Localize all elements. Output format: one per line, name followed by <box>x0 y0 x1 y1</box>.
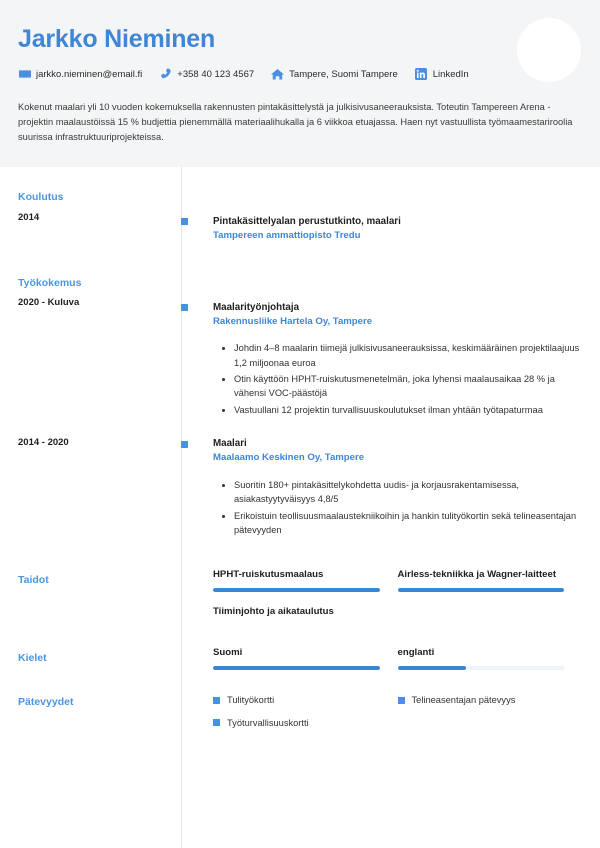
language-label-0: Suomi <box>213 647 243 659</box>
language-bar-fill-0 <box>213 666 380 670</box>
certification-item-0 <box>213 694 398 707</box>
section-title-experience: Työkokemus <box>18 276 82 289</box>
skill-label-2: Tiiminjohto ja aikataulutus <box>213 606 334 618</box>
skills-left-col <box>18 569 181 633</box>
language-bar-0 <box>213 666 380 670</box>
contact-phone[interactable] <box>159 68 254 81</box>
experience-left-col-1 <box>18 437 181 539</box>
section-experience-2 <box>0 437 600 539</box>
timeline-marker <box>181 441 188 448</box>
resume-body <box>0 167 600 739</box>
list-item: Otin käyttöön HPHT-ruiskutusmenetelmän, joka lyhensi maalausaikaa 28 % ja vähensi VOC-päästöjä <box>234 372 582 401</box>
contact-location-text: Tampere, Suomi Tampere <box>289 68 398 80</box>
education-school-0: Tampereen ammattiopisto Tredu <box>213 230 361 242</box>
certification-label-0: Tulityökortti <box>227 695 275 706</box>
avatar <box>517 18 581 82</box>
education-date-0: 2014 <box>18 211 40 223</box>
contact-linkedin[interactable] <box>415 68 469 81</box>
certification-label-2: Työturvallisuuskortti <box>227 717 309 728</box>
skill-label-0: HPHT-ruiskutusmaalaus <box>213 569 324 581</box>
languages-grid <box>213 647 582 684</box>
section-experience <box>0 277 600 420</box>
skills-right-col <box>181 569 582 633</box>
envelope-icon <box>18 68 31 81</box>
languages-left-col <box>18 647 181 684</box>
certifications-right-col <box>181 694 582 739</box>
experience-date-0: 2020 - Kuluva <box>18 297 80 309</box>
list-item: Johdin 4–8 maalarin tiimejä julkisivusaneerauksissa, keskimääräinen projektilaajuus 1,2 miljoonaa euroa <box>234 341 582 370</box>
experience-title-1: Maalari <box>213 438 247 450</box>
certification-item-2 <box>213 717 398 730</box>
section-languages <box>0 647 600 684</box>
section-skills <box>0 569 600 633</box>
experience-left-col <box>18 277 181 420</box>
square-bullet-icon <box>398 697 405 704</box>
timeline-marker <box>181 304 188 311</box>
profile-summary: Kokenut maalari yli 10 vuoden kokemuksella rakennusten pintakäsittelystä ja julkisivusaneerauksista. Toteutin Tampereen Arena -projektin maalaustöissä 15 % budjettia pienemmällä materiaalihukalla ja 6 viikkoa etuajassa. Haen nyt vastuullista työmaamestariroolia suurissa infrastruktuuriprojekteissa. <box>18 101 573 142</box>
contact-email-text: jarkko.nieminen@email.fi <box>36 68 143 80</box>
section-title-languages: Kielet <box>18 652 47 665</box>
experience-date-1: 2014 - 2020 <box>18 437 69 449</box>
skill-item-2 <box>213 606 398 619</box>
home-icon <box>271 68 284 81</box>
contact-phone-text: +358 40 123 4567 <box>177 68 255 80</box>
contact-row <box>18 68 582 81</box>
experience-entry-1 <box>181 437 582 539</box>
linkedin-icon <box>415 68 428 81</box>
section-education <box>0 191 600 244</box>
contact-email[interactable] <box>18 68 142 81</box>
skill-item-1 <box>398 569 583 592</box>
certifications-grid <box>213 694 582 739</box>
section-certifications <box>0 694 600 739</box>
skill-item-0 <box>213 569 398 592</box>
list-item: Erikoistuin teollisuusmaalaustekniikoihin ja hankin tulityökortin sekä telineasentajan pätevyyden <box>234 509 582 538</box>
resume-header <box>0 0 600 167</box>
language-bar-fill-1 <box>398 666 466 670</box>
experience-bullets-0 <box>213 341 582 417</box>
skill-bar-0 <box>213 588 380 592</box>
certifications-left-col <box>18 694 181 739</box>
skill-label-1: Airless-tekniikka ja Wagner-laitteet <box>397 569 557 581</box>
square-bullet-icon <box>213 719 220 726</box>
skill-bar-fill-0 <box>213 588 380 592</box>
list-item: Suoritin 180+ pintakäsittelykohdetta uudis- ja korjausrakentamisessa, asiakastyytyväisyys 4,8/5 <box>234 478 582 507</box>
experience-company-0: Rakennusliike Hartela Oy, Tampere <box>213 315 373 327</box>
square-bullet-icon <box>213 697 220 704</box>
language-label-1: englanti <box>397 647 435 659</box>
language-item-1 <box>398 647 583 670</box>
experience-company-1: Maalaamo Keskinen Oy, Tampere <box>213 452 365 464</box>
phone-icon <box>159 68 172 81</box>
education-left-col <box>18 191 181 244</box>
section-title-education: Koulutus <box>18 191 64 203</box>
experience-bullets-1 <box>213 478 582 538</box>
language-item-0 <box>213 647 398 670</box>
skill-bar-fill-1 <box>398 588 565 592</box>
page-title: Jarkko Nieminen <box>18 25 216 53</box>
certification-item-1 <box>398 694 583 707</box>
languages-right-col <box>181 647 582 684</box>
contact-location <box>271 68 398 81</box>
section-title-certifications: Pätevyydet <box>18 696 74 709</box>
contact-linkedin-text: LinkedIn <box>432 68 469 80</box>
language-bar-1 <box>398 666 565 670</box>
skills-grid <box>213 569 582 633</box>
education-right-col <box>181 191 582 244</box>
section-title-skills: Taidot <box>18 574 49 587</box>
certification-label-1: Telineasentajan pätevyys <box>411 695 516 706</box>
timeline-marker <box>181 218 188 225</box>
skill-bar-1 <box>398 588 565 592</box>
experience-entry-0 <box>181 277 582 420</box>
education-title-0: Pintakäsittelyalan perustutkinto, maalari <box>213 216 401 227</box>
list-item: Vastuullani 12 projektin turvallisuuskoulutukset ilman yhtään työtapaturmaa <box>234 403 582 417</box>
experience-title-0: Maalarityönjohtaja <box>213 301 300 313</box>
